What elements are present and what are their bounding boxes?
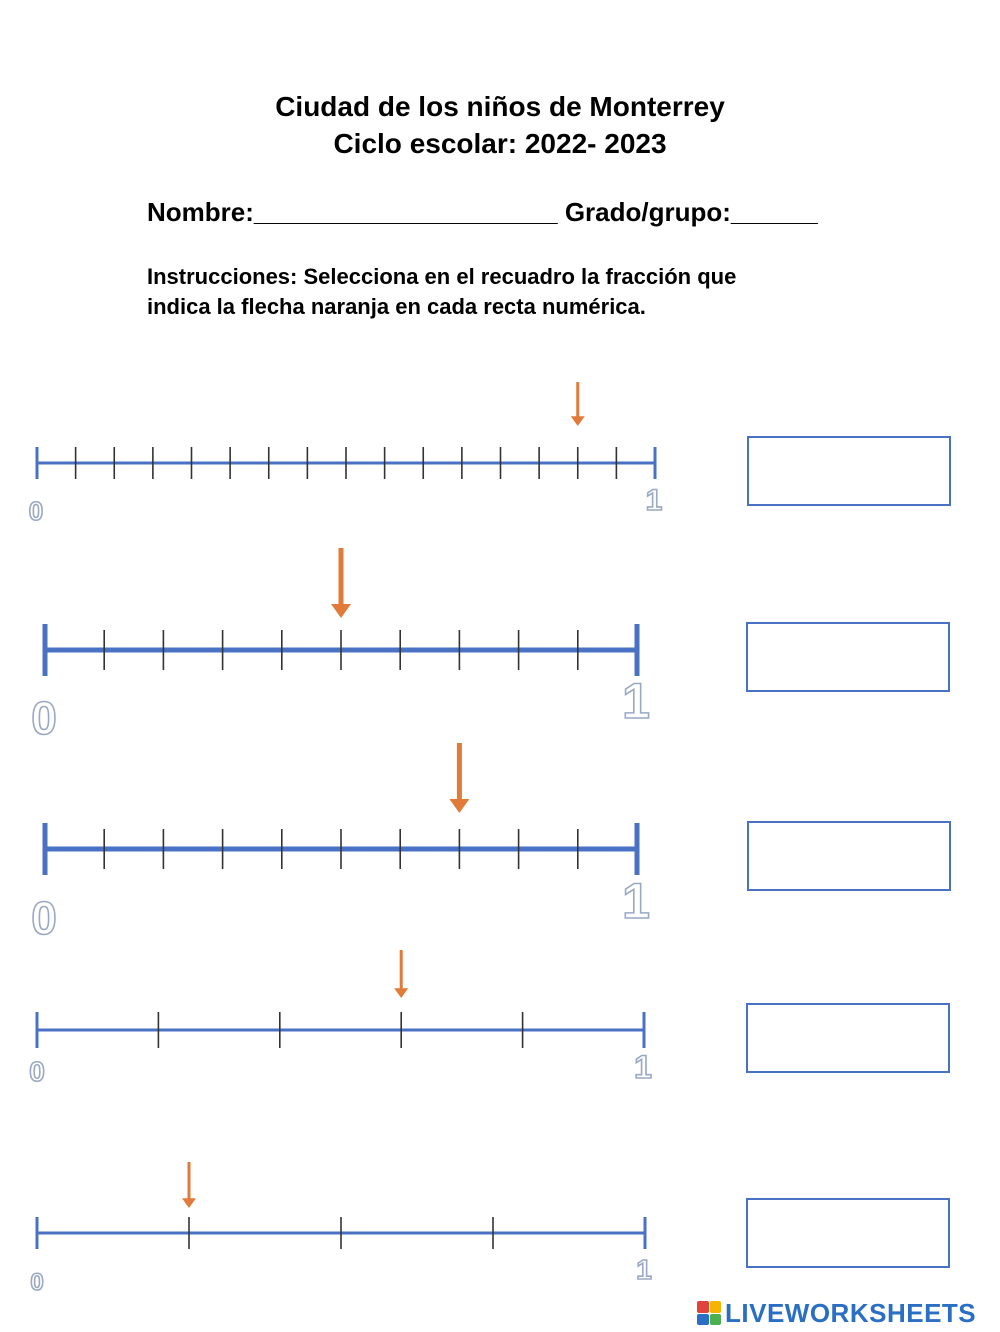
answer-box-2[interactable]: [746, 622, 950, 692]
brand-text: LIVEWORKSHEETS: [725, 1297, 977, 1328]
start-label: 0: [29, 1056, 45, 1087]
arrow-head-icon: [571, 416, 585, 426]
number-line-2: [31, 548, 650, 744]
arrow-head-icon: [182, 1198, 196, 1208]
school-cycle: Ciclo escolar: 2022- 2023: [333, 128, 667, 159]
end-label: 1: [622, 673, 650, 729]
start-label: 0: [30, 1269, 44, 1296]
instructions-line-1: Instrucciones: Selecciona en el recuadro la fracción que: [147, 264, 737, 289]
end-label: 1: [622, 873, 650, 929]
answer-box-1[interactable]: [747, 436, 951, 506]
liveworksheets-logo-icon: [697, 1301, 721, 1325]
grade-label: Grado/grupo:: [564, 197, 731, 227]
end-label: 1: [634, 1049, 652, 1085]
arrow-head-icon: [449, 799, 469, 813]
answer-box-5[interactable]: [746, 1198, 950, 1268]
start-label: 0: [31, 692, 57, 744]
start-label: 0: [28, 496, 44, 526]
name-blank: _____________________: [253, 197, 558, 227]
end-label: 1: [645, 484, 663, 517]
arrow-head-icon: [331, 604, 351, 618]
liveworksheets-brand: [697, 1296, 976, 1330]
answer-box-3[interactable]: [747, 821, 951, 891]
end-label: 1: [636, 1254, 652, 1285]
grade-blank: ______: [730, 197, 818, 227]
name-label: Nombre:: [147, 197, 254, 227]
instructions-line-2: indica la flecha naranja en cada recta numérica.: [147, 294, 646, 319]
number-line-5: [30, 1162, 651, 1296]
start-label: 0: [31, 892, 57, 944]
answer-box-4[interactable]: [746, 1003, 950, 1073]
arrow-head-icon: [394, 988, 408, 998]
school-title: Ciudad de los niños de Monterrey: [275, 91, 725, 122]
number-line-3: [31, 743, 650, 944]
number-line-1: [29, 382, 663, 526]
number-line-4: [29, 950, 652, 1087]
